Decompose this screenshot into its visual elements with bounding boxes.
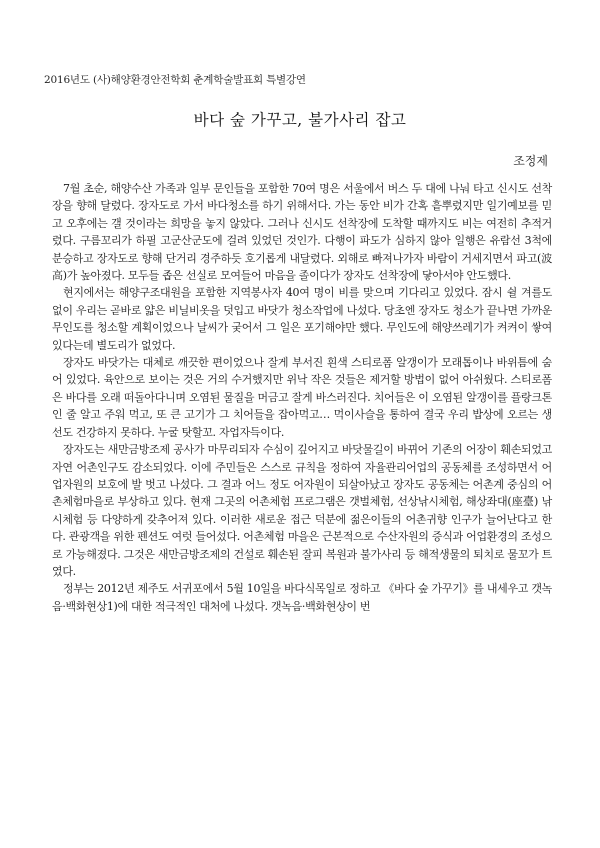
paragraph-2: 현지에서는 해양구조대원을 포함한 지역봉사자 40여 명이 비를 맞으며 기다리고 있었다. 잠시 쉴 겨를도 없이 우리는 곧바로 얇은 비닐비옷을 덧입고 바닷가 청소작업에 나섰다. 당초엔 장자도 청소가 끝나면 가까운 무인도를 청소할 계획이었으나 날씨가 궂어서 그 일은 포기해야만 했다. 무인도에 해양쓰레기가 켜켜이 쌓여 있다는데 별도리가 없었다. <box>52 286 552 352</box>
paragraph-1: 7월 초순, 해양수산 가족과 일부 문인들을 포함한 70여 명은 서울에서 버스 두 대에 나눠 타고 신시도 선착장을 향해 달렸다. 장자도로 가서 바다청소를 하기 위해서다. 가는 동안 비가 간혹 흩뿌렸지만 일기예보를 믿고 오후에는 갤 것이라는 희망을 놓지 않았다. 그러나 신시도 선착장에 도착할 때까지도 비는 여전히 추적거렸다. 구름꼬리가 하필 고군산군도에 걸려 있었던 것인가. 다행이 파도가 심하지 않아 일행은 유람선 3척에 분승하고 장자도로 향해 단거리 경주하듯 호기롭게 내달렸다. 외해로 빠져나가자 바람이 거세지면서 파고(波高)가 높아졌다. 모두들 좁은 선실로 모여들어 마음을 졸이다가 장자도 선착장에 닿아서야 안도했다. <box>52 182 552 283</box>
article-title: 바다 숲 가꾸고, 불가사리 잡고 <box>193 111 407 129</box>
author-name: 조정제 <box>513 154 548 168</box>
conference-header: 2016년도 (사)해양환경안전학회 춘계학술발표회 특별강연 <box>44 74 306 86</box>
article-body <box>52 180 552 615</box>
paragraph-3: 장자도 바닷가는 대체로 깨끗한 편이었으나 잘게 부서진 흰색 스티로폼 알갱이가 모래톱이나 바위틈에 숨어 있었다. 육안으로 보이는 것은 거의 수거했지만 위낙 작은 것들은 제거할 방법이 없어 아쉬웠다. 스티로폼은 바다를 오래 떠돌아다니며 오염된 물질을 머금고 잘게 바스러진다. 치어들은 이 오염된 알갱이를 플랑크톤인 줄 알고 주워 먹고, 또 큰 고기가 그 치어들을 잡아먹고… 먹이사슬을 통하여 결국 우리 밥상에 오르는 생선도 건강하지 못하다. 누굴 탓할꼬. 자업자득이다. <box>52 356 552 439</box>
paragraph-5: 정부는 2012년 제주도 서귀포에서 5월 10일을 바다식목일로 정하고 《바다 숲 가꾸기》를 내세우고 갯녹음·백화현상1)에 대한 적극적인 대처에 나섰다. 갯녹음·백화현상이 번 <box>52 582 552 613</box>
paragraph-4: 장자도는 새만금방조제 공사가 마무리되자 수심이 깊어지고 바닷물길이 바뀌어 기존의 어장이 훼손되었고 자연 어촌인구도 감소되었다. 이에 주민들은 스스로 규칙을 정하여 자율관리어업의 공동체를 조성하면서 어업자원의 보호에 발 벗고 나섰다. 그 결과 어느 정도 어자원이 되살아났고 장자도 공동체는 어촌계 중심의 어촌체험마을로 부상하고 있다. 현재 그곳의 어촌체험 프로그램은 갯벌체험, 선상낚시체험, 해상좌대(座臺) 낚시체험 등 다양하게 갖추어져 있다. 이러한 새로운 접근 덕분에 젊은이들의 어촌귀향 인구가 늘어난다고 한다. 관광객을 위한 펜션도 여럿 들어섰다. 어촌체험 마을은 근본적으로 수산자원의 증식과 어업환경의 조성으로 가능해졌다. 그것은 새만금방조제의 건설로 훼손된 잘피 복원과 불가사리 등 해적생물의 퇴치로 물꼬가 트였다. <box>52 443 552 578</box>
